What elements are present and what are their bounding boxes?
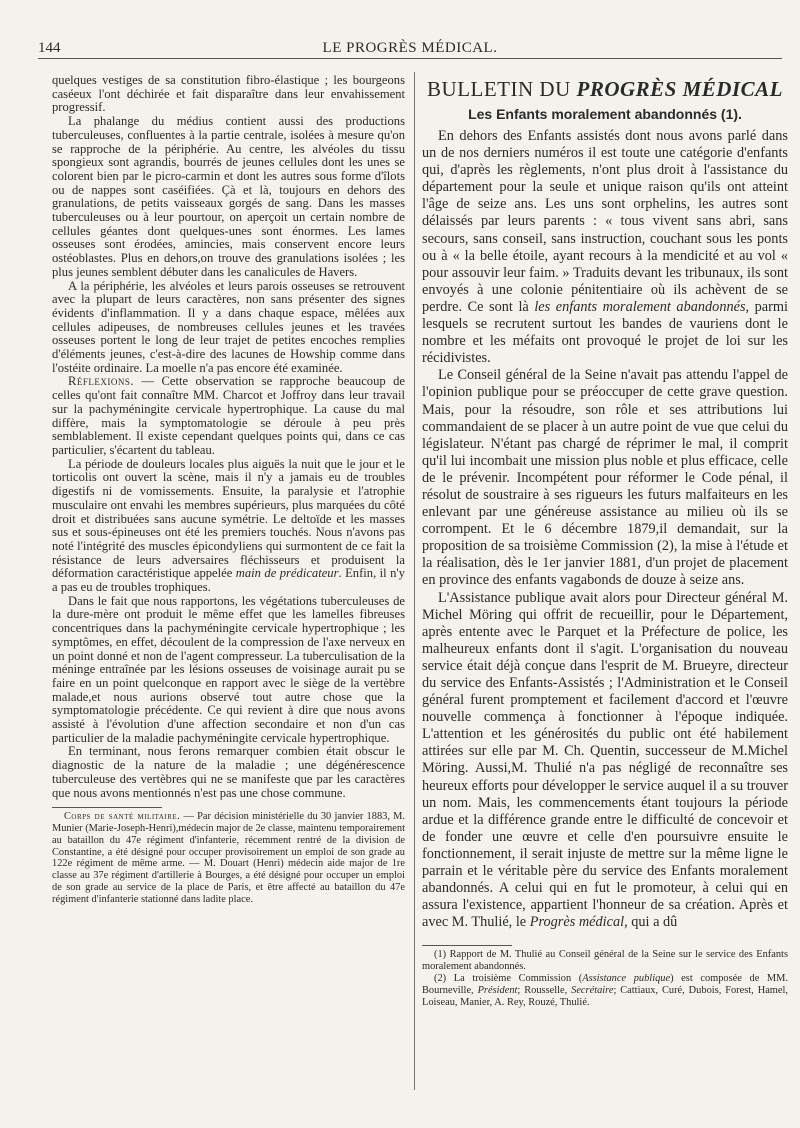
- left-paragraph-2: La phalange du médius contient aussi des productions tuberculeuses, confluentes à la partie centrale, isolées à mesure qu'on se rapproche de la périphérie. Au centre, les alvéoles du tissu spongieux sont agrandis, bourrés de jeunes cellules dont les unes se colorent bien par le picro-carmin et dont les autres sous forme d'îlots ou de nappes sont caséifiées. Çà et là, toujours en dehors des granulations, de petits vaisseaux gorgés de sang. Dans les masses tuberculeuses ou à leur pourtour, on aperçoit un certain nombre de cellules géantes dont quelques-unes sont énormes. Les lames osseuses sont érodées, amincies, mais conservent encore leurs ostéoblastes. Plus en dehors,on trouve des granulations isolées ; les plus jeunes semblent débuter dans les canalicules de Havers.: [52, 114, 405, 279]
- right-paragraph-3-text-a: L'Assistance publique avait alors pour Directeur général M. Michel Möring qui offrit de recueillir, pour le Département, après entente avec le Parquet et la Préfecture de police, les malheureux enfants dont il s'agit. L'organisation du nouveau service était déjà conçue dans l'esprit de M. Brueyre, directeur du service des Enfants-Assistés ; l'Administration et le Conseil général furent promptement et facilement d'accord et l'œuvre nouvelle commença à fonctionner à l'époque indiquée. L'attention et les générosités du public ont été habilement attirées sur elle par M. Ch. Quentin, successeur de M.Michel Möring. Aussi,M. Thulié n'a pas négligé de reconnaître ses heureux efforts pour développer le service auquel il a su trouver un nom. Mais, les commencements étant toujours la période ardue et la différence grande entre le difficulté de concevoir et de fonder une œuvre et celle d'en poursuivre ensuite le fonctionnement, il serait injuste de mettre sur la même ligne le parrain et le véritable père du service des Enfants moralement abandonnés. A celui qui en fut le promoteur, à celui qui en assura l'existence, appartient l'honneur de sa création. Après et avec M. Thulié, le: [422, 589, 788, 931]
- left-paragraph-6: Dans le fait que nous rapportons, les végétations tuberculeuses de la dure-mère ont produit le même effet que les lamelles fibreuses concentriques dans la pachyméningite cervicale hypertrophique ; les symptômes, en effet, découlent de la compression de l'axe nerveux en un point donné et non de l'agent compresseur. La tuberculisation de la méninge entraînée par les lésions osseuses de voisinage aurait pu se faire en un point quelconque en rapport avec le siège de la vertèbre malade,et nous aurions observé tout autre chose que la symptomatologie précédente. Ce qui revient à dire que nous avons assisté à l'évolution d'une affection secondaire et non d'un cas particulier de la maladie pachyméningite cervicale hypertrophique.: [52, 593, 405, 745]
- bulletin-heading-plain: BULLETIN DU: [427, 77, 577, 101]
- footnote-2-text-d: ; Cattiaux, Curé, Dubois, Forest, Hamel, Loiseau, Manier, A. Rey, Rouzé, Thulié.: [422, 984, 788, 1008]
- reflexions-lead: Réflexions.: [68, 374, 135, 389]
- right-paragraph-2: Le Conseil général de la Seine n'avait pas attendu l'appel de l'opinion publique pour se préoccuper de cette grave question. Mais, pour la résoudre, son rôle et ses attributions lui commandaient de se placer à un autre point de vue que celui du législateur. N'étant pas chargé de réprimer le mal, il comprit qu'il lui incombait une mission plus noble et plus efficace, celle de le prévenir. Incompétent pour réformer le Code pénal, il résolut de soustraire à ses rigueurs les futurs malfaiteurs en les enlevant par une généreuse assistance au milieu où ils se corrompent. Et le 6 décembre 1879,il demandait, sur la proposition de sa troisième Commission (2), la mise à l'étude et la réalisation, dès le 1er janvier 1881, d'un projet de placement en province des enfants vagabonds de douze à seize ans.: [422, 367, 788, 589]
- right-column: [422, 74, 788, 1008]
- military-footnote: [52, 811, 405, 905]
- footnote-separator: [52, 807, 162, 808]
- left-paragraph-3: A la périphérie, les alvéoles et leurs parois osseuses se retrouvent avec la plupart de leurs caractères, non sans présenter des signes évidents d'inflammation. Il y a dans chaque espace, mêlées aux cellules adipeuses, de nombreuses cellules jeunes et les travées osseuses portent le long de leur trajet de petites encoches remplies d'éléments jeunes, c'est-à-dire des lacunes de Howship comme dans l'ostéite ordinaire. La moelle n'a pas encore été examinée.: [52, 278, 405, 375]
- right-footnote-separator: [422, 945, 512, 946]
- article-title: Les Enfants moralement abandonnés (1).: [468, 106, 742, 122]
- footnote-2: [422, 973, 788, 1008]
- bulletin-heading-title: PROGRÈS MÉDICAL: [576, 77, 783, 101]
- right-paragraph-1-text-a: En dehors des Enfants assistés dont nous avons parlé dans un de nos derniers numéros il est toute une catégorie d'enfants qui, d'après les règlements, n'ont plus droit à l'assistance du département pour la seule et unique raison qu'ils ont atteint l'âge de seize ans. Les uns sont orphelins, les autres sont délaissés par leurs parents : « tous vivent sans abri, sans secours, sans conseil, sans instruction, couchant sous les ponts ou à « la belle étoile, ayant recours à la mendicité et au vol « pour assouvir leur faim. » Traduits devant les tribunaux, ils sont envoyés à une colonie pénitentiaire où ils achèvent de se perdre. Ce sont là: [422, 128, 788, 315]
- footnote-2-text-b: ) est composée de MM. Bourneville,: [422, 973, 789, 996]
- military-footnote-text: — Par décision ministérielle du 30 janvier 1883, M. Munier (Marie-Joseph-Henri),médecin major de 2e classe, maintenu temporairement au bataillon du 47e régiment d'infanterie, récemment rentré de la division de Constantine, a été désigné pour occuper provisoirement un emploi de son grade au 122e régiment de même arme. — M. Douart (Henri) médecin aide major de 1re classe au 37e régiment d'artillerie à Bourges, a été désigné pour occuper un emploi de son grade au service de la place de Paris, et être affecté au bataillon du 47e régiment d'infanterie stationné dans ladite place.: [52, 811, 405, 905]
- footnote-2-text-c: ; Rousselle,: [517, 984, 572, 996]
- left-paragraph-5-text-a: La période de douleurs locales plus aiguës la nuit que le jour et le torticolis ont ouvert la scène, mais il n'y a jamais eu de troubles digestifs ni de vomissements. Ensuite, la paralysie et l'atrophie musculaire ont envahi les membres supérieurs, plus marquées du côté droit et distribuées sans aucune symétrie. Le deltoïde et les masses sus et sous-épineuses ont été les premiers touchés. Nous n'avons pas noté l'intégrité des muscles épicondyliens qui surmontent de ce fait la résistance de leurs adversaires fléchisseurs et produisent la déformation caractéristique appelée: [52, 456, 405, 581]
- column-divider: [414, 72, 415, 1090]
- footnote-2-em-1: Assistance publique: [582, 973, 671, 984]
- left-paragraph-1: quelques vestiges de sa constitution fibro-élastique ; les bourgeons caséeux l'ont déchirée et fait disparaître dans leur envahissement progressif.: [52, 73, 405, 115]
- left-column: [52, 74, 405, 906]
- main-de-predicateur: main de prédicateur: [235, 566, 339, 581]
- enfants-moralement-abandonnes: les enfants moralement abandonnés: [534, 298, 746, 315]
- reflexions-paragraph: [52, 375, 405, 457]
- progres-medical-mention: Progrès médical: [529, 914, 625, 931]
- footnote-2-em-3: Secrétaire: [571, 984, 614, 996]
- left-paragraph-5-text-b: . Enfin, il n'y a pas eu de troubles trophiques.: [52, 566, 405, 595]
- left-paragraph-7: En terminant, nous ferons remarquer combien était obscur le diagnostic de la nature de la maladie ; une dégénérescence tuberculeuse des vertèbres qui ne se manifeste que par les caractères que nous avons mentionnés n'est pas une chose commune.: [52, 744, 405, 800]
- footnote-2-em-2: Président: [477, 984, 518, 996]
- right-paragraph-3: [422, 590, 788, 932]
- running-head: [38, 38, 782, 59]
- reflexions-text: — Cette observation se rapproche beaucoup de celles qu'ont fait connaître MM. Charcot et Joffroy dans leur travail sur la pachyméningite cervicale hypertrophique. La cause du mal diffère, mais la symptomatologie se déroule à peu près semblablement. Il existe cependant quelques points qui, dans ce cas particulier, s'écartent du tableau.: [52, 374, 405, 457]
- bulletin-heading: [422, 76, 788, 102]
- footnote-1: (1) Rapport de M. Thulié au Conseil général de la Seine sur le service des Enfants moralement abandonnés.: [422, 949, 788, 973]
- journal-title: LE PROGRÈS MÉDICAL.: [322, 40, 498, 56]
- footnote-2-text-a: (2) La troisième Commission (: [434, 973, 583, 984]
- page-number: 144: [38, 40, 61, 56]
- right-paragraph-1: [422, 128, 788, 367]
- right-paragraph-3-text-b: , qui a dû: [624, 914, 678, 931]
- left-paragraph-5: [52, 458, 405, 595]
- military-footnote-lead: Corps de santé militaire.: [64, 811, 181, 823]
- right-paragraph-1-text-b: , parmi lesquels se recrutent surtout les bandes de vauriens dont le nombre et les méfaits ont provoqué le projet de loi sur les récidivistes.: [422, 298, 789, 367]
